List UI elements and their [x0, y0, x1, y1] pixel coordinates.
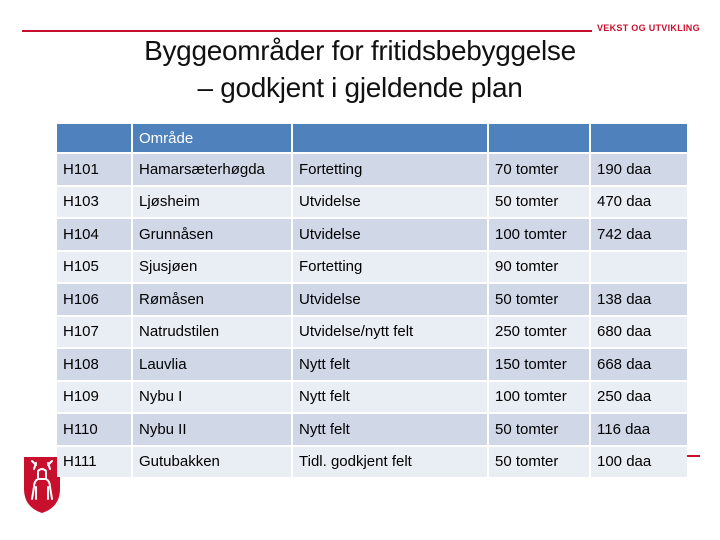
slide-title — [60, 32, 660, 106]
cell-size: 680 daa — [591, 317, 687, 348]
cell-id: H111 — [57, 447, 131, 478]
cell-area: Hamarsæterhøgda — [133, 154, 291, 185]
cell-plots: 90 tomter — [489, 252, 589, 283]
cell-plots: 50 tomter — [489, 414, 589, 445]
cell-area: Gutubakken — [133, 447, 291, 478]
cell-size: 250 daa — [591, 382, 687, 413]
header-cell-id — [57, 124, 131, 152]
cell-id: H110 — [57, 414, 131, 445]
cell-id: H108 — [57, 349, 131, 380]
cell-type: Utvidelse — [293, 219, 487, 250]
cell-id: H104 — [57, 219, 131, 250]
cell-plots: 150 tomter — [489, 349, 589, 380]
cell-area: Lauvlia — [133, 349, 291, 380]
table-row — [57, 284, 687, 315]
table-row — [57, 382, 687, 413]
cell-size: 100 daa — [591, 447, 687, 478]
title-line-2: – godkjent i gjeldende plan — [197, 72, 523, 103]
cell-plots: 50 tomter — [489, 284, 589, 315]
cell-type: Utvidelse — [293, 284, 487, 315]
cell-type: Tidl. godkjent felt — [293, 447, 487, 478]
table-row — [57, 252, 687, 283]
header-cell-type — [293, 124, 487, 152]
cell-area: Rømåsen — [133, 284, 291, 315]
table-row — [57, 349, 687, 380]
cell-type: Utvidelse/nytt felt — [293, 317, 487, 348]
cell-area: Nybu I — [133, 382, 291, 413]
building-areas-table — [55, 122, 689, 479]
cell-id: H105 — [57, 252, 131, 283]
table-row — [57, 154, 687, 185]
cell-plots: 50 tomter — [489, 447, 589, 478]
cell-id: H109 — [57, 382, 131, 413]
table-row — [57, 414, 687, 445]
title-line-1: Byggeområder for fritidsbebyggelse — [144, 35, 576, 66]
cell-type: Utvidelse — [293, 187, 487, 218]
cell-area: Ljøsheim — [133, 187, 291, 218]
cell-area: Grunnåsen — [133, 219, 291, 250]
cell-area: Natrudstilen — [133, 317, 291, 348]
cell-type: Nytt felt — [293, 414, 487, 445]
cell-area: Nybu II — [133, 414, 291, 445]
cell-plots: 250 tomter — [489, 317, 589, 348]
table-row — [57, 219, 687, 250]
cell-type: Fortetting — [293, 252, 487, 283]
cell-plots: 50 tomter — [489, 187, 589, 218]
cell-size: 742 daa — [591, 219, 687, 250]
brand-tagline: VEKST OG UTVIKLING — [597, 23, 700, 33]
cell-plots: 70 tomter — [489, 154, 589, 185]
cell-size: 116 daa — [591, 414, 687, 445]
header-cell-size — [591, 124, 687, 152]
cell-size — [591, 252, 687, 283]
cell-id: H103 — [57, 187, 131, 218]
header-cell-plots — [489, 124, 589, 152]
table-header-row — [57, 124, 687, 152]
cell-type: Nytt felt — [293, 349, 487, 380]
table-row — [57, 187, 687, 218]
cell-type: Fortetting — [293, 154, 487, 185]
table-row — [57, 447, 687, 478]
cell-plots: 100 tomter — [489, 382, 589, 413]
cell-type: Nytt felt — [293, 382, 487, 413]
header-cell-area: Område — [133, 124, 291, 152]
cell-size: 190 daa — [591, 154, 687, 185]
cell-area: Sjusjøen — [133, 252, 291, 283]
cell-size: 470 daa — [591, 187, 687, 218]
cell-id: H106 — [57, 284, 131, 315]
cell-id: H101 — [57, 154, 131, 185]
cell-size: 138 daa — [591, 284, 687, 315]
cell-size: 668 daa — [591, 349, 687, 380]
table-row — [57, 317, 687, 348]
cell-id: H107 — [57, 317, 131, 348]
cell-plots: 100 tomter — [489, 219, 589, 250]
